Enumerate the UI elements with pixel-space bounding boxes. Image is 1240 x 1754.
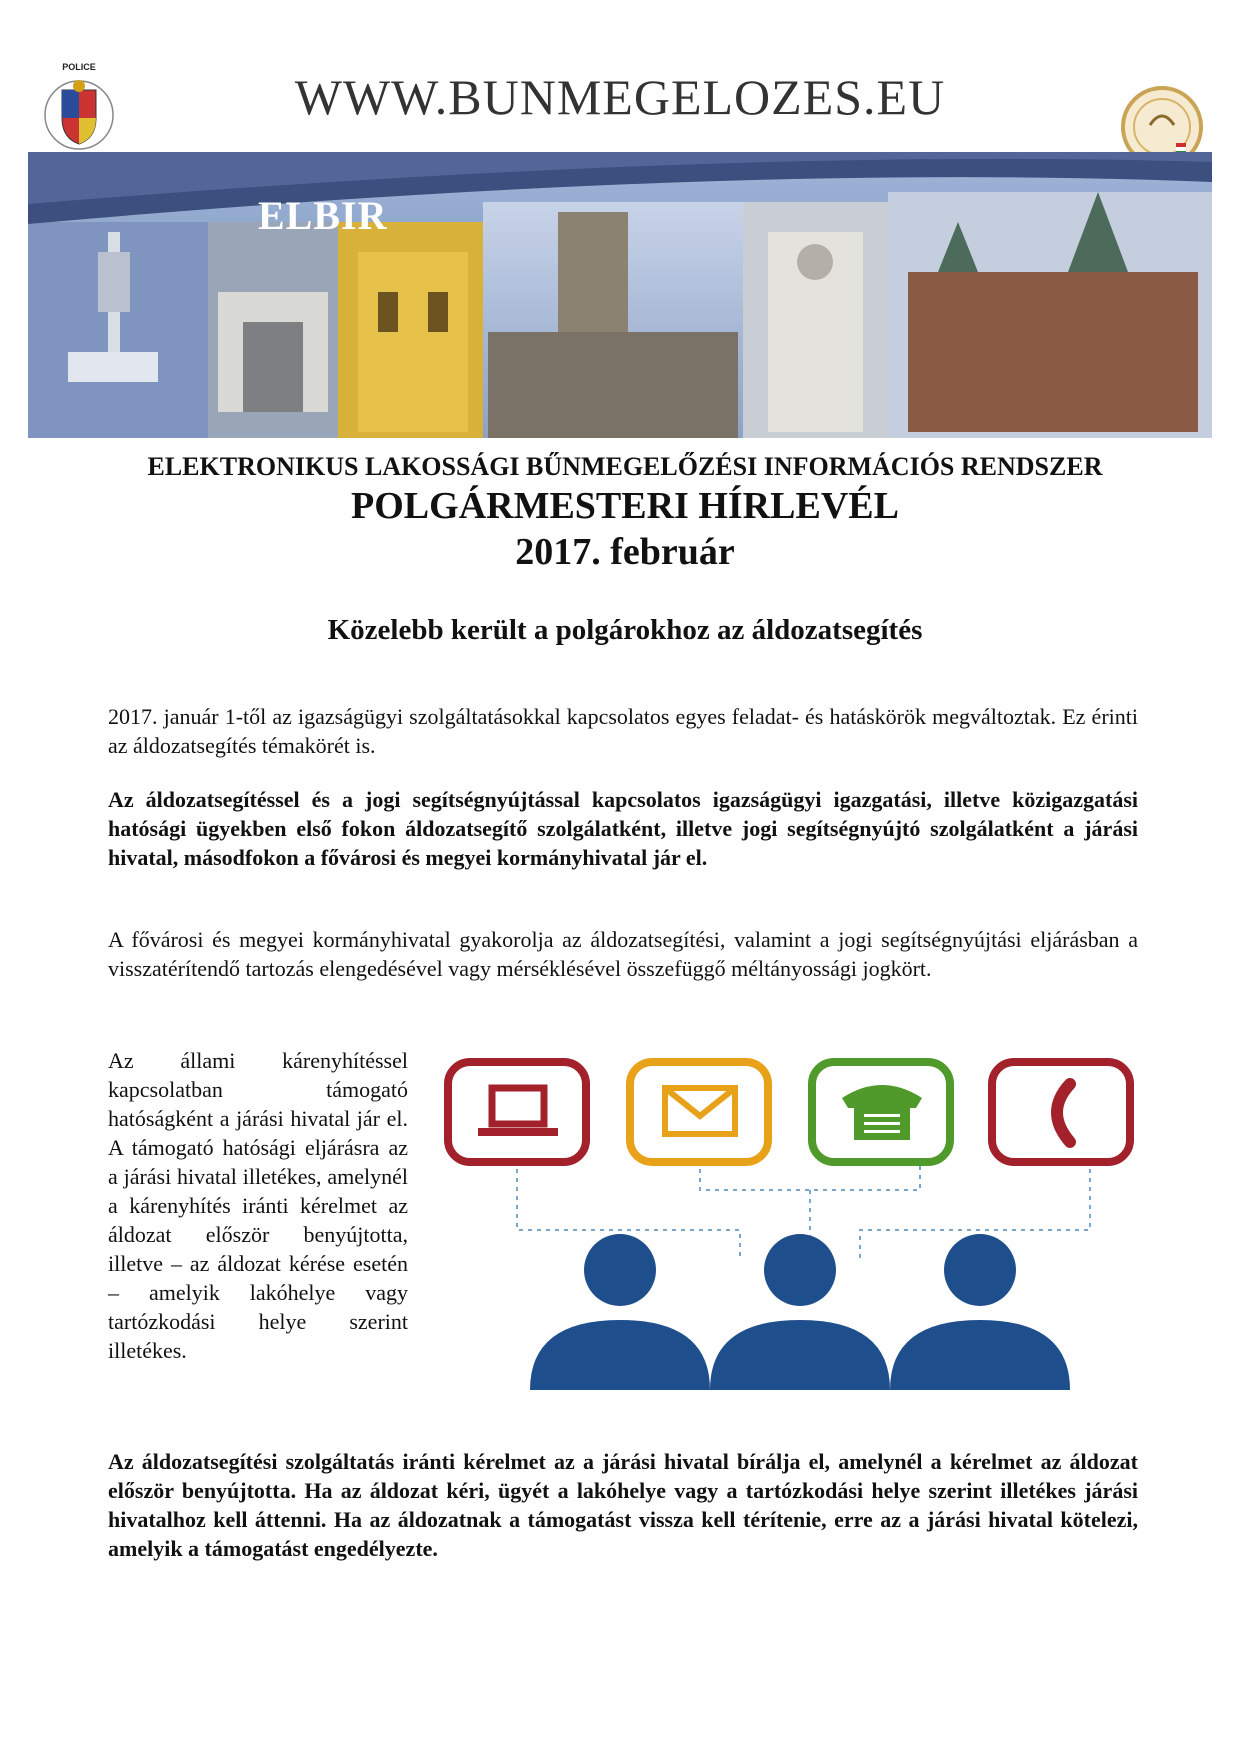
mobile-phone-icon: [992, 1062, 1130, 1162]
telephone-icon: [812, 1062, 950, 1162]
newsletter-date: 2017. február: [515, 531, 735, 573]
computer-icon: [448, 1062, 586, 1162]
article-title: Közelebb került a polgárokhoz az áldozatsegítés: [327, 614, 923, 646]
website-url: WWW.BUNMEGELOZES.EU: [294, 69, 946, 125]
banner-title: ELBIR: [258, 193, 388, 238]
people-icon: [530, 1234, 1070, 1390]
paragraph-4: Az állami kárenyhítéssel kapcsolatban támogató hatóságként a járási hivatal jár el. A támogató hatósági eljárásra az a járási hivatal illetékes, amelynél a kárenyhítés iránti kérelmet az áldozat először benyújtotta, illetve – az áldozat kérése esetén – amelyik lakóhelye vagy tartózkodási helye szerint illetékes.: [108, 1048, 408, 1363]
banner-photo-collage: [28, 152, 1212, 438]
newsletter-title: POLGÁRMESTERI HÍRLEVÉL: [351, 485, 899, 527]
paragraph-1: 2017. január 1-től az igazságügyi szolgáltatásokkal kapcsolatos egyes feladat- és hatáskörök megváltoztak. Ez érinti az áldozatsegítés témakörét is.: [108, 704, 1138, 758]
police-coat-of-arms-logo: [38, 60, 120, 160]
paragraph-2: Az áldozatsegítéssel és a jogi segítségnyújtással kapcsolatos igazságügyi igazgatási, illetve közigazgatási hatósági ügyekben első fokon áldozatsegítő szolgálatként, illetve jogi segítségnyújtó szolgálatként a járási hivatal, másodfokon a fővárosi és megyei kormányhivatal jár el.: [108, 787, 1138, 870]
page-header: [0, 40, 1240, 150]
police-logo-text: POLICE: [62, 62, 96, 72]
organization-name: ELEKTRONIKUS LAKOSSÁGI BŰNMEGELŐZÉSI INFORMÁCIÓS RENDSZER: [147, 452, 1103, 481]
paragraph-3: A fővárosi és megyei kormányhivatal gyakorolja az áldozatsegítési, valamint a jogi segítségnyújtási eljárásban a visszatérítendő tartozás elengedésével vagy mérséklésével összefüggő méltányossági jogkört.: [108, 927, 1138, 981]
paragraph-5: Az áldozatsegítési szolgáltatás iránti kérelmet az a járási hivatal bírálja el, amelynél a kérelmet az áldozat először benyújtotta. Ha az áldozat kéri, ügyét a lakóhelye vagy a tartózkodási helye szerint illetékes járási hivatalhoz kell áttenni. Ha az áldozatnak a támogatást vissza kell térítenie, erre az a járási hivatal kötelezi, amelyik a támogatást engedélyezte.: [108, 1449, 1138, 1561]
elbir-banner: [28, 152, 1212, 438]
contact-channels-illustration: [430, 1040, 1140, 1400]
mail-icon: [630, 1062, 768, 1162]
